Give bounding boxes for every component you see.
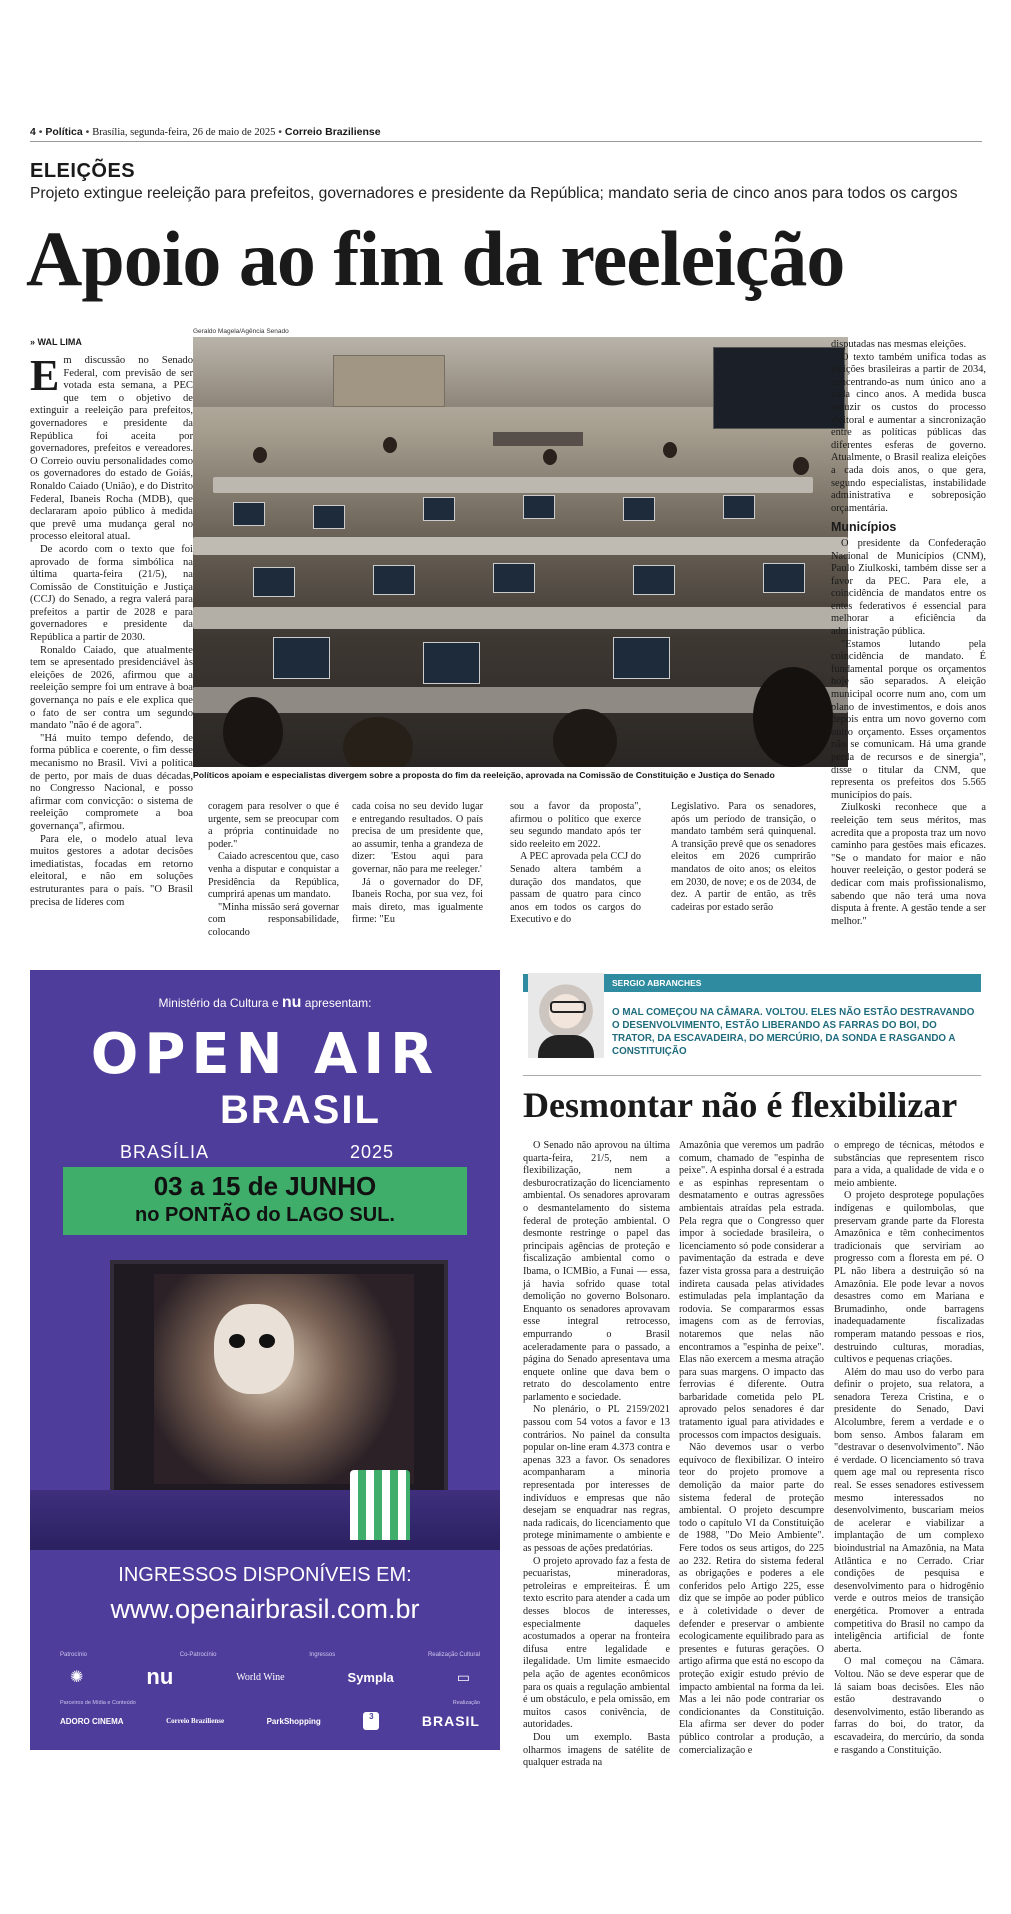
byline: [30, 337, 82, 347]
sponsor-ministry-icon: ▭: [456, 1668, 470, 1685]
article-paragraph: "Estamos lutando pela coincidência de mandato. É fundamental porque os orçamentos hoje são separados. A eleição municipal ocorre num ano, com um plano de investimentos, e dois anos depois entra um novo governo com outro orçamento. Esses orçamentos não se comunicam. Há uma grande perda de recursos e de sinergia", disse o titular da CNM, que representa os prefeitos dos 5.565 municípios do país.: [831, 638, 986, 801]
article-paragraph: Amazônia que veremos um padrão comum, chamado de "espinha de peixe". A espinha dorsal é a estrada e as espinhas representam o desmatamento e outras agressões ambientais atraídas pela estrada. Pela regra que o Congresso quer impor à sociedade brasileira, o licenciamento só pode considerar a pavimentação da estrada e deve fazer vista grossa para a destruição indireta causada pelas atividades estimuladas pela implantação da rodovia. Se compararmos essas imagens com as de ferrovias, notaremos que nelas não encontramos a "espinha de peixe". Elas não exercem a mesma atração para suas margens. O impacto das ferrovias é diferente. Outra barbaridade cometida pelo PL aprovado pelos senadores é dar tratamento igual para atividades e processos com impactos desiguais.: [679, 1140, 824, 1441]
article-column-4: [510, 801, 641, 927]
article-paragraph: Ziulkoski reconhece que a reeleição tem seus méritos, mas acredita que a proposta traz um novo caminho para gestões mais eficazes. "Se o mandato for maior e não houver reeleição, o gestor poderá se dedicar com mais profissionalismo, sabendo que não terá uma nova disputa à frente. A gestão tende a ser melhor.": [831, 802, 986, 927]
logo-d3-icon: 3: [363, 1712, 379, 1730]
opinion-column-3: [834, 1140, 984, 1757]
article-paragraph: "Há muito tempo defendo, de forma pública e coerente, o fim desse mecanismo no Brasil. Vivi a política de perto, por mais de duas décadas, no Congresso Nacional, e posso afirmar com convicção: o sistema de reeleição compromete a boa governança", afirmou.: [30, 732, 193, 832]
opinion-column-2: [679, 1140, 824, 1757]
paper-name: Correio Braziliense: [284, 126, 381, 138]
byline-name: WAL LIMA: [37, 337, 82, 347]
article-paragraph: O mal começou na Câmara. Voltou. Não se deve esperar que de lá saiam boas decisões. Eles não estão destravando o desenvolvimento, estão liberando as farras do boi, do trator, da escavadeira, do mercúrio, da sonda e rasgando a Constituição.: [834, 1656, 984, 1756]
deck: Projeto extingue reeleição para prefeitos, governadores e presidente da República; mandato seria de cinco anos para todos os cargos: [30, 185, 958, 202]
article-paragraph: Em discussão no Senado Federal, com previsão de ser votada esta semana, a PEC que tem o objetivo de extinguir a reeleição para prefeitos, governadores e presidente da República foi aceita por governadores, prefeitos e vereadores. O Correio ouviu personalidades como os governadores do estado de Goiás, Ronaldo Caiado (União), e do Distrito Federal, Ibaneis Rocha (MDB), que declararam apoio público à medida que prevê uma mudança geral no processo eleitoral atual.: [30, 351, 193, 543]
ad-url[interactable]: www.openairbrasil.com.br: [110, 1594, 420, 1624]
sponsor-world-wine: World Wine: [236, 1671, 285, 1683]
header-rule: [30, 141, 982, 142]
article-column-1: [30, 351, 193, 909]
article-paragraph: No plenário, o PL 2159/2021 passou com 54 votos a favor e 13 contrários. No painel da consulta popular on-line eram 4.373 contra e apenas 323 a favor. Os senadores acompanharam a minoria representada por interesses de indivíduos e empresas que não desejam se enquadrar nas regras, nada radicais, do licenciamento que protege minimamente o ambiente e as pessoas de ações predatórias.: [523, 1404, 670, 1554]
article-paragraph: Não devemos usar o verbo equívoco de flexibilizar. O inteiro teor do projeto promove a demolição da maior parte do sistema federal de proteção ambiental. O projeto descumpre todo o capítulo VI da Constituição de 1988, "Do Meio Ambiente". Fere todos os seus artigos, do 225 ao 232. Retira do sistema federal as obrigações e poderes a ele conferidos pelo Artigo 225, esse diz que se impõe ao poder público e à coletividade o dever de defender e preservar o ambiente ecologicamente equilibrado para as presentes e futuras gerações. O artigo afirma que está no escopo da proteção exigir estudo prévio de impacto ambiental na forma da lei. Mas a lei não pode contrariar os condicionantes da Constituição. Ela afirma ser dever do poder público controlar a produção, a comercialização e: [679, 1442, 824, 1756]
opinion-column-1: [523, 1140, 670, 1770]
photo-caption: Políticos apoiam e especialistas divergem sobre a proposta do fim da reeleição, aprovada na Comissão de Constituição e Justiça do Senado: [193, 770, 775, 780]
nu-logo: nu: [281, 994, 302, 1011]
article-paragraph: Legislativo. Para os senadores, após um período de transição, o mandato também será quinquenal. A transição prevê que os senadores eleitos em 2026 cumprirão mandatos de oito anos; os eleitos em 2030, de nove; e os de 2034, de dez. A partir de então, as três cadeiras por estado serão: [671, 801, 816, 913]
ad-footer-logos: [60, 1712, 480, 1730]
article-paragraph: cada coisa no seu devido lugar e entregando resultados. O país precisa de um presidente que, ao assumir, tenha a grandeza de dizer: 'Estou aqui para governar, não para me reeleger.': [352, 801, 483, 875]
author-photo: [528, 973, 604, 1058]
article-paragraph: Para ele, o modelo atual leva muitos gestores a adotar decisões imediatistas, focadas em retorno eleitoral, e não em soluções estruturantes para o país. "O Brasil precisa de líderes com: [30, 833, 193, 908]
article-paragraph: o emprego de técnicas, métodos e substâncias que representem risco para a vida, a qualidade de vida e o meio ambiente.: [834, 1140, 984, 1189]
ad-sponsor-logos: [70, 1664, 470, 1690]
article-paragraph: O projeto aprovado faz a festa de pecuaristas, mineradoras, petroleiras e empreiteiras. É um texto escrito para atender a cada um desses blocos de interesses, especialmente daqueles acostumados a operar na fronteira difusa entre legalidade e ilegalidade. Um limite esmaecido pela ação de agentes econômicos para os quais a regulação ambiental é um obstáculo, e pela omissão, em muitos casos conivência, de autoridades.: [523, 1555, 670, 1731]
byline-marker: »: [30, 337, 38, 347]
ad-city: BRASÍLIA: [120, 1142, 210, 1162]
opinion-pull-quote: O MAL COMEÇOU NA CÂMARA. VOLTOU. ELES NÃO ESTÃO DESTRAVANDO O DESENVOLVIMENTO, ESTÃO LIBERANDO AS FARRAS DO BOI, DO TRATOR, DA ESCAVADEIRA, DO MERCÚRIO, DA SONDA E RASGANDO A CONSTITUIÇÃO: [612, 1007, 975, 1057]
photo-credit: Geraldo Magela/Agência Senado: [193, 328, 289, 335]
ad-tickets-label: INGRESSOS DISPONÍVEIS EM:: [118, 1564, 412, 1586]
open-air-ad[interactable]: [30, 970, 500, 1750]
logo-adoro-cinema: ADORO CINEMA: [60, 1716, 124, 1726]
ad-presenters: Ministério da Cultura e nu apresentam:: [158, 994, 372, 1011]
article-column-2: [208, 801, 339, 940]
article-paragraph: "Minha missão será governar com responsabilidade, colocando: [208, 901, 339, 938]
article-paragraph: disputadas nas mesmas eleições.: [831, 339, 967, 350]
page-number: 4: [30, 126, 36, 138]
dateline: Brasília, segunda-feira, 26 de maio de 2025: [92, 127, 276, 138]
opinion-rule: [523, 1075, 981, 1076]
logo-correio: Correio Braziliense: [166, 1717, 225, 1725]
opinion-author: SERGIO ABRANCHES: [612, 978, 702, 988]
article-paragraph: Caiado acrescentou que, caso venha a disputar e conquistar a Presidência da República, cumprirá apenas um mandato.: [208, 851, 339, 901]
logo-brasil: BRASIL: [421, 1713, 480, 1729]
senate-session-photo: [193, 337, 848, 767]
ad-venue: no PONTÃO do LAGO SUL.: [135, 1204, 395, 1226]
article-paragraph: A PEC aprovada pela CCJ do Senado altera também a duração dos mandatos, que passam de quatro para cinco anos em todos os cargos do Executivo e do: [510, 851, 641, 926]
article-paragraph: O texto também unifica todas as eleições brasileiras a partir de 2034, concentrando-as num único ano a cada cinco anos. A medida busca reduzir os custos do processo eleitoral e aumentar a sincronização entre as políticas públicas das diferentes esferas de governo. Atualmente, o Brasil realiza eleições a cada dois anos, o que gera, segundo especialistas, instabilidade administrativa e sobreposição orçamentária.: [831, 351, 986, 514]
article-column-6: [831, 339, 986, 928]
section-subhead: Municípios: [831, 520, 897, 535]
page-header: 4 • Política • Brasília, segunda-feira, 26 de maio de 2025 • Correio Braziliense: [30, 126, 381, 138]
ad-popcorn-icon: [350, 1470, 410, 1540]
article-paragraph: O Senado não aprovou na última quarta-feira, 21/5, nem a flexibilização, nem a desburocratização do licenciamento ambiental. Os senadores aprovaram o desmantelamento do sistema federal de proteção ambiental. O desmonte restringe o papel das principais agências de proteção e fiscalização ambiental como o Ibama, o ICMBio, a Funai — essa, já havia sofrido quase total demolição no governo Bolsonaro. Enquanto os senadores aprovavam esse integral retrocesso, empurrando o Brasil aceleradamente para o passado, a página do Senado apresentava uma enquete online que dava bem o retrato do descolamento entre parlamento e sociedade.: [523, 1140, 670, 1403]
article-paragraph: O projeto desprotege populações indígenas e quilombolas, que preservam grande parte da Floresta Amazônica e têm conhecimentos tradicionais que serviriam ao progresso com a floresta em pé. O PL não libera a destruição só na Amazônia. Ele pode levar a novos desastres como em Mariana e Brumadinho, onde barragens inadequadamente fiscalizadas romperam matando pessoas e rios, destruindo culturas, moradias, cultivos e pequenas criações.: [834, 1190, 984, 1366]
sponsor-nu: nu: [146, 1664, 174, 1689]
opinion-headline: Desmontar não é flexibilizar: [523, 1085, 958, 1125]
sponsor-emblem-icon: ✺: [70, 1669, 84, 1686]
article-paragraph: Dou um exemplo. Basta olharmos imagens de satélite de qualquer estrada na: [523, 1731, 670, 1769]
sponsor-sympla: Sympla: [347, 1669, 394, 1685]
ad-title-open-air: OPEN AIR: [90, 1022, 440, 1087]
article-paragraph: O presidente da Confederação Nacional de Municípios (CNM), Paulo Ziulkoski, também disse ser a favor da PEC. Para ele, a coincidência de mandatos entre os entes federativos é essencial para melhorar a eficiência da administração pública.: [831, 537, 986, 638]
ad-year: 2025: [350, 1142, 395, 1162]
drop-cap: E: [30, 351, 60, 400]
article-paragraph: De acordo com o texto que foi aprovado de forma simbólica na última quarta-feira (21/5), na Comissão de Constituição e Justiça (CCJ) do Senado, a regra valerá para prefeitos a partir de 2028 e para governadores e presidente da República a partir de 2030.: [30, 543, 193, 644]
article-column-3: [352, 801, 483, 927]
article-paragraph: Já o governador do DF, Ibaneis Rocha, por sua vez, foi mais direto, mas igualmente firme: "Eu: [352, 876, 483, 926]
logo-parkshopping: ParkShopping: [266, 1716, 321, 1726]
headline: Apoio ao fim da reeleição: [26, 215, 845, 302]
ad-footer-labels: Parceiros de Mídia e Conteúdo Realização: [60, 1700, 480, 1706]
kicker: ELEIÇÕES: [30, 160, 136, 182]
article-paragraph: sou a favor da proposta", afirmou o político que exerce seu segundo mandato após ter sido reeleito em 2022.: [510, 801, 641, 850]
article-paragraph: Além do mau uso do verbo para definir o projeto, sua relatora, a senadora Tereza Cristina, e o presidente do Senado, Davi Alcolumbre, ferem a verdade e o bom senso. Ambos falaram em "destravar o desenvolvimento". Não é verdade. O licenciamento só trava quem age mal ou representa risco real. Se esses senadores estivessem mesmo interessados no desenvolvimento, buscariam meios de acelerar e viabilizar a implantação de um complexo bioindustrial na Amazônia, na Mata Atlântica e no Cerrado. Criar condições de pesquisa e desenvolvimento para o hidrogênio verde e outros meios de transição energética. Promover a entrada competitiva do Brasil no campo da inteligência artificial de fonte aberta.: [834, 1366, 984, 1655]
article-paragraph: Ronaldo Caiado, que atualmente tem se apresentado presidenciável às eleições de 2026, afirmou que a reeleição sempre foi um entrave à boa governança no país e ele explica que o fato de ser contra um segundo mandato "não é de agora".: [30, 644, 193, 732]
article-column-5: [671, 801, 816, 914]
ad-dates: 03 a 15 de JUNHO: [153, 1171, 377, 1201]
ad-sponsor-labels: Patrocínio Co-Patrocínio Ingressos Realização Cultural: [60, 1652, 480, 1658]
ad-title-brasil: BRASIL: [220, 1088, 381, 1132]
ad-skyline: [30, 1490, 500, 1550]
article-paragraph: coragem para resolver o que é urgente, sem se preocupar com a própria continuidade no poder.": [208, 801, 339, 850]
section-name: Política: [45, 126, 83, 138]
ad-screen-image: [110, 1260, 448, 1498]
ad-dates-banner: [63, 1167, 467, 1235]
